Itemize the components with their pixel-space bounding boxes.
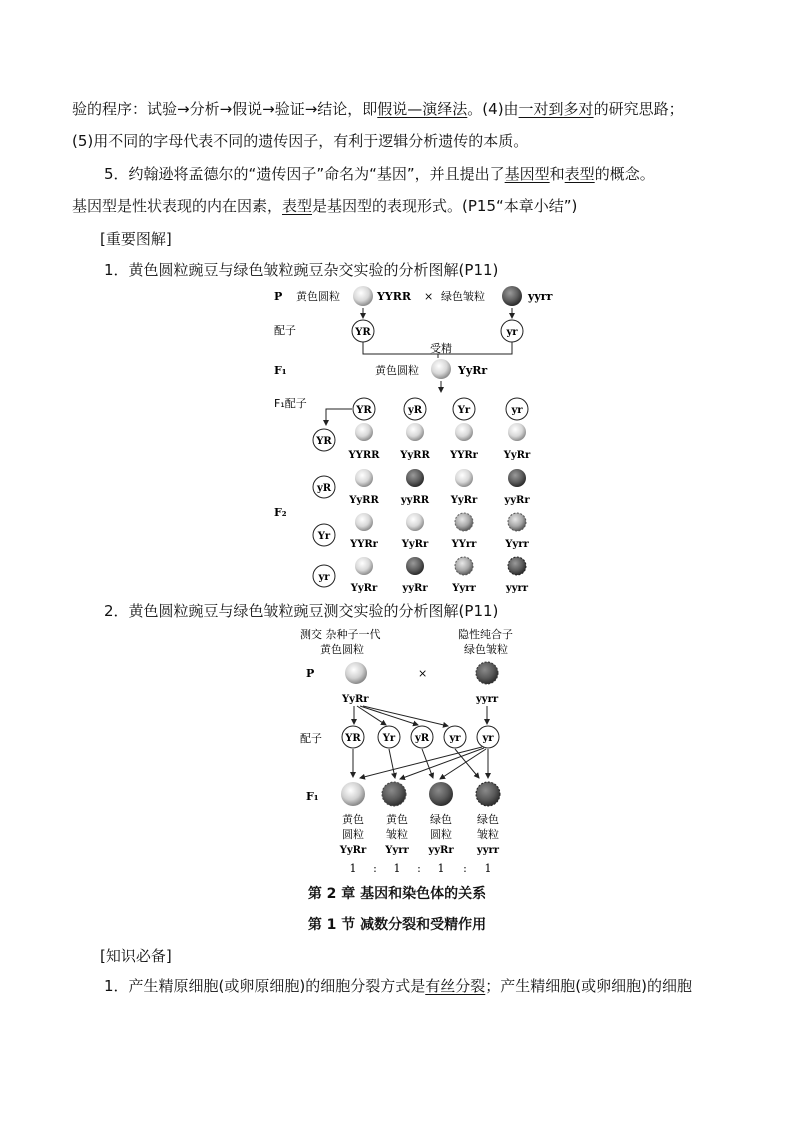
cross-symbol: × [424,290,434,303]
text: 5．约翰逊将孟德尔的“遗传因子”命名为“基因”，并且提出了 [104,165,505,183]
gamete: Yr [382,733,396,744]
genotype: Yyrr [505,539,529,550]
ratio-colon: : [417,862,421,875]
left-header-2: 黄色圆粒 [320,643,364,656]
col-gamete: yR [407,405,423,416]
offspring-shape: 皱粒 [477,828,499,841]
offspring-color: 黄色 [342,813,364,826]
text: 基因型是性状表现的内在因素， [72,197,283,215]
pea-yellow-round [406,513,424,531]
p-right-geno: yyrr [528,290,553,303]
gamete-label: 配子 [300,732,322,745]
pea-yellow-round [431,359,451,379]
text: 和 [549,165,565,183]
ratio-value: 1 [393,862,401,875]
row-gamete: yr [318,572,330,583]
right-header-1: 隐性纯合子 [458,628,513,641]
para1-line2: (5)用不同的字母代表不同的遗传因子，有利于逻辑分析遗传的本质。 [72,132,529,150]
pea-green-wrinkled [476,782,500,806]
genotype: YYrr [451,539,477,550]
right-geno: yyrr [476,694,499,705]
col-gametes [353,398,528,420]
row-label-F2: F₂ [274,506,287,519]
offspring-geno: YyRr [339,845,367,856]
row-label-P: P [306,667,315,680]
cross-symbol: × [418,667,428,680]
pea-yellow-round [355,557,373,575]
row-gamete: Yr [317,531,331,542]
pea-green-round [406,557,424,575]
genotype: yyRr [504,495,530,506]
fig2-title: 2．黄色圆粒豌豆与绿色皱粒豌豆测交实验的分析图解(P11) [104,602,499,620]
row-label-P: P [274,290,283,303]
para2-line1 [104,164,764,184]
pea-green-round [508,469,526,487]
underlined-term: 表型 [564,165,595,183]
pea-yellow-round [455,423,473,441]
pea-yellow-round [406,423,424,441]
pea-green-wrinkled [508,557,526,575]
fig2-testcross-diagram [290,624,540,878]
text: 。(4)由 [467,100,519,118]
genotype: YYRr [350,539,378,550]
para1-line1 [72,99,732,119]
text: 是基因型的表现形式。(P15“本章小结”) [312,197,578,215]
text: 的研究思路； [593,100,684,118]
f2-grid [348,423,531,594]
left-geno: YyRr [342,694,369,705]
offspring-shape: 皱粒 [386,828,408,841]
genotype: yyRr [402,583,428,594]
gamete-right: yr [506,327,518,338]
genotype: Yyrr [452,583,476,594]
genotype: YyRR [400,450,430,461]
genotype: YYRR [348,450,380,461]
row-gamete: YR [316,436,332,447]
pea-yellow-round [355,423,373,441]
pea-green-wrinkled [476,662,498,684]
pea-yellow-round [508,423,526,441]
underlined-term: 一对到多对 [518,100,594,118]
gamete: yr [482,733,494,744]
fig1-title: 1．黄色圆粒豌豆与绿色皱粒豌豆杂交实验的分析图解(P11) [104,261,499,279]
section-heading: 第 1 节 减数分裂和受精作用 [307,917,487,933]
text: ；产生精细胞(或卵细胞)的细胞 [485,977,692,995]
pea-yellow-round [353,286,373,306]
pea-yellow-wrinkled [455,513,473,531]
last-line [104,976,744,996]
pea-yellow-wrinkled [508,513,526,531]
pea-yellow-round [455,469,473,487]
p-right-name: 绿色皱粒 [441,290,485,303]
left-header-1: 测交 杂种子一代 [300,628,381,641]
p-left-geno: YYRR [377,290,411,303]
genotype: YyRr [503,450,531,461]
col-gamete: YR [356,405,372,416]
pea-yellow-round [355,513,373,531]
offspring-labels [339,812,500,856]
pea-yellow-round [355,469,373,487]
genotype: YyRr [450,495,478,506]
testcross-gametes [342,726,499,748]
row-label-F1: F₁ [274,364,287,377]
offspring-color: 绿色 [477,813,499,826]
f1-gamete-label: F₁配子 [274,397,307,410]
offspring-geno: yyrr [476,845,500,856]
pea-green-wrinkled [502,286,522,306]
offspring-geno: Yyrr [385,845,409,856]
pea-yellow-wrinkled [455,557,473,575]
offspring-shape: 圆粒 [430,828,452,841]
pea-yellow-round [345,662,367,684]
f1-name: 黄色圆粒 [375,364,419,377]
para2-line2 [72,196,732,216]
ratio-colon: : [463,862,467,875]
f1-geno: YyRr [458,364,488,377]
ratio-colon: : [373,862,377,875]
underlined-term: 有丝分裂 [425,977,486,995]
fig1-cross-diagram [260,282,560,596]
row-label-F1: F₁ [306,790,319,803]
row-gamete: yR [316,483,332,494]
ratio-value: 1 [484,862,492,875]
offspring-color: 绿色 [430,813,452,826]
chapter-heading: 第 2 章 基因和染色体的关系 [307,886,487,902]
p-left-name: 黄色圆粒 [296,290,340,303]
ratio [350,862,492,875]
genotype: yyrr [505,583,529,594]
text: 1．产生精原细胞(或卵原细胞)的细胞分裂方式是 [104,977,426,995]
pea-green-round [429,782,453,806]
col-gamete: Yr [457,405,471,416]
text: 的概念。 [594,165,655,183]
underlined-term: 基因型 [504,165,550,183]
right-header-2: 绿色皱粒 [464,643,508,656]
pea-green-round [406,469,424,487]
col-gamete: yr [511,405,523,416]
gamete: yR [414,733,430,744]
offspring-geno: yyRr [428,845,454,856]
underlined-term: 假说—演绎法 [377,100,468,118]
genotype: YyRr [401,539,429,550]
row-gametes [313,429,335,587]
gamete-label: 配子 [274,324,296,337]
fertilization-label: 受精 [430,342,452,355]
genotype: yyRR [400,495,430,506]
pea-yellow-wrinkled [382,782,406,806]
knowledge-label: [知识必备] [100,947,172,965]
section-label-diagrams: [重要图解] [100,230,172,248]
genotype: YyRr [350,583,378,594]
ratio-value: 1 [437,862,445,875]
genotype: YYRr [450,450,478,461]
gamete: YR [345,733,361,744]
genotype: YyRR [349,495,379,506]
gamete: yr [449,733,461,744]
ratio-value: 1 [349,862,357,875]
pea-yellow-round [341,782,365,806]
offspring-shape: 圆粒 [342,828,364,841]
underlined-term: 表型 [282,197,313,215]
text: 验的程序：试验→分析→假说→验证→结论，即 [72,100,378,118]
gamete-left: YR [355,327,371,338]
offspring-color: 黄色 [386,813,408,826]
